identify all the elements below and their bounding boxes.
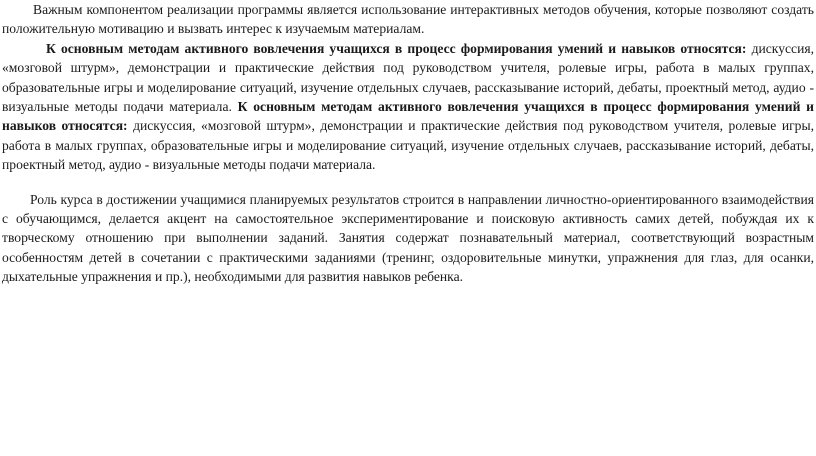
methods-list: дискуссия, «мозговой штурм», демонстрации и практические действия под руководством учителя, ролевые игры, работа в малых группах, образовательные игры и моделирование ситуаций, изучение отдельных случаев, рассказывание историй, дебаты, проектный метод, аудио - визуальные методы подачи материала. xyxy=(2,40,815,115)
methods-list-repeat: дискуссия, «мозговой штурм», демонстрации и практические действия под руководством учителя, ролевые игры, работа в малых группах, образовательные игры и моделирование ситуаций, изучение отдельных случаев, рассказывание историй, дебаты, проектный метод, аудио - визуальные методы подачи материала. xyxy=(2,118,814,173)
intro-paragraph xyxy=(2,0,814,39)
methods-heading: К основным методам активного вовлечения учащихся в процесс формирования умений и навыков относятся: xyxy=(46,40,747,56)
course-role-text: Роль курса в достижении учащимися планируемых результатов строится в направлении личностно-ориентированного взаимодействия с обучающимся, делается акцент на самостоятельное экспериментирование и поисковую активность самих детей, побуждая их к творческому отношению при выполнении заданий. Занятия содержат познавательный материал, соответствующий возрастным особенностям детей в сочетании с практическими заданиями (тренинг, оздоровительные минутки, упражнения для глаз, для осанки, дыхательные упражнения и пр.), необходимыми для развития навыков ребенка. xyxy=(2,191,814,285)
course-role-paragraph xyxy=(2,190,814,287)
methods-paragraph xyxy=(2,39,814,175)
intro-text: Важным компонентом реализации программы является использование интерактивных методов обучения, которые позволяют создать положительную мотивацию и вызвать интерес к изучаемым материалам. xyxy=(2,2,814,37)
methods-heading-repeat: К основным методам активного вовлечения учащихся в процесс формирования умений и навыков относятся: xyxy=(2,99,814,134)
